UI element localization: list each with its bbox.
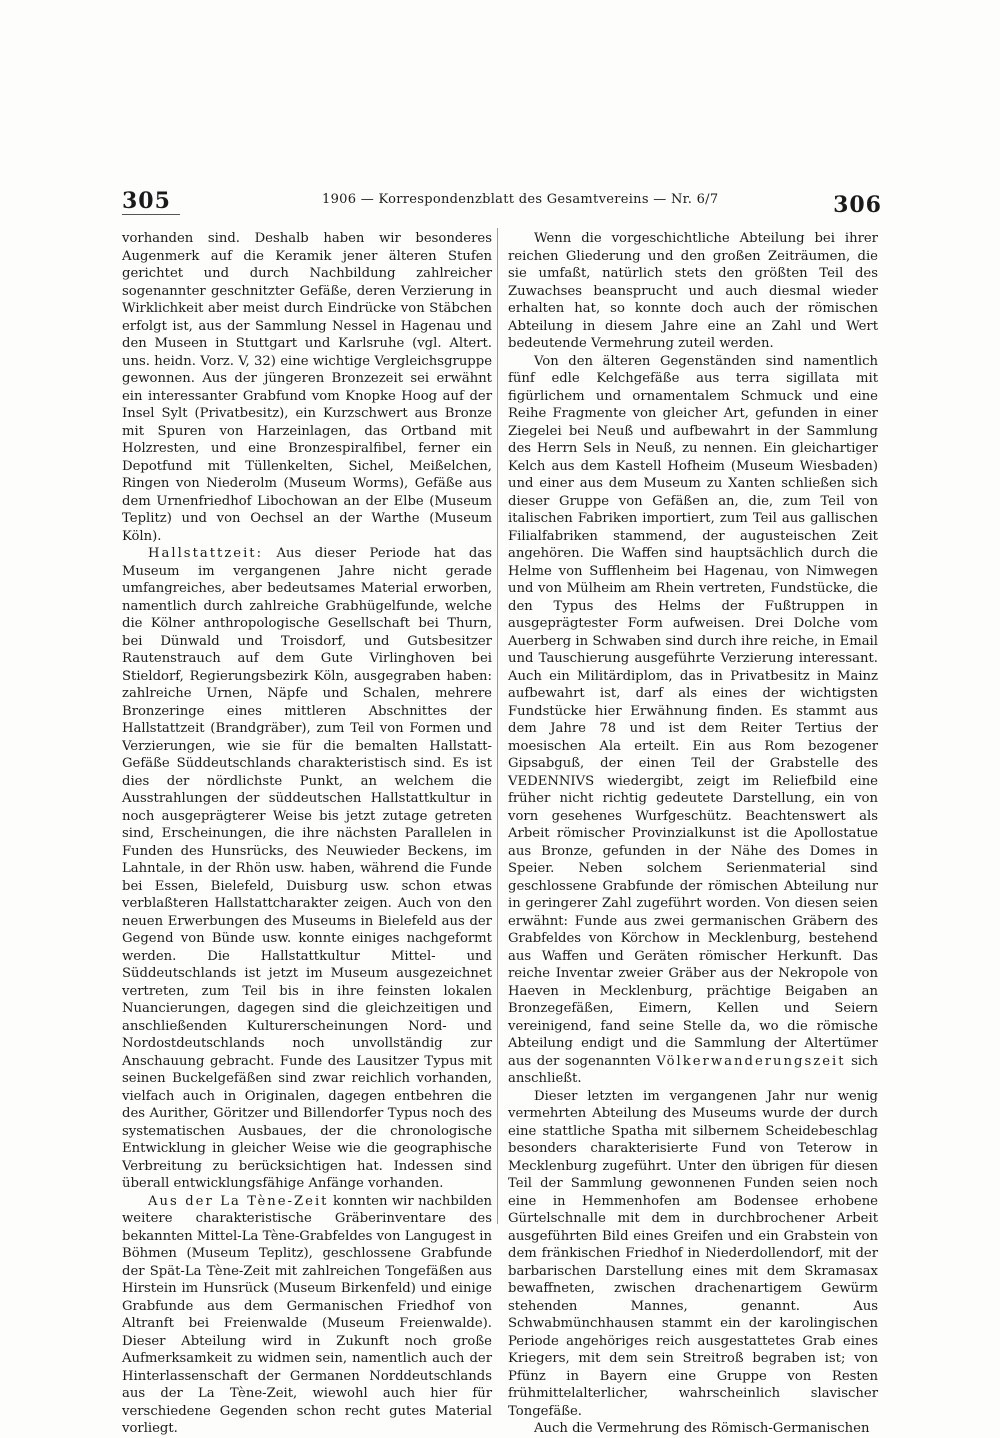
spaced-term: Völkerwanderungszeit: [656, 1053, 846, 1069]
column-divider: [497, 228, 498, 1224]
section-lead: Aus der La Tène-Zeit: [148, 1193, 329, 1209]
running-title: 1906 — Korrespondenzblatt des Gesamtvereins — Nr. 6/7: [322, 192, 719, 207]
page-header: [122, 188, 882, 216]
section-lead: Hallstattzeit:: [148, 546, 264, 561]
left-column: [122, 230, 492, 1438]
paragraph: Wenn die vorgeschichtliche Abteilung bei ihrer reichen Gliederung und den großen Zeiträumen, die sie umfaßt, natürlich stets den größten Teil des Zuwachses beansprucht und auch diesmal wieder erhalten hat, so konnte doch auch der römischen Abteilung in diesem Jahre eine an Zahl und Wert bedeutende Vermehrung zuteil werden.: [508, 231, 878, 351]
paragraph: Dieser letzten im vergangenen Jahr nur wenig vermehrten Abteilung des Museums wurde der durch eine stattliche Spatha mit silbernem Scheidebeschlag besonders charakterisierte Fund von Teterow in Mecklenburg zugeführt. Unter den übrigen für diesen Teil der Sammlung gewonnenen Funden seien noch eine in Hemmenhofen am Bodensee erhobene Gürtelschnalle mit dem in durchbrochener Arbeit ausgeführten Bild eines Greifen und ein Grabstein von dem fränkischen Friedhof in Niederdollendorf, mit der barbarischen Darstellung eines mit dem Skramasax bewaffneten, zwischen drachenartigem Gewürm stehenden Mannes, genannt. Aus Schwabmünchhausen stammt ein der karolingischen Periode angehöriges reich ausgestattetes Grab eines Kriegers, mit dem sein Streitroß begraben ist; von Pfünz in Bayern eine Gruppe von Resten frühmittelalterlicher, wahrscheinlich slavischer Tongefäße.: [508, 1088, 878, 1419]
paragraph: Auch die Vermehrung des Römisch-Germanischen: [534, 1421, 870, 1436]
paragraph-text: konnten wir nachbilden weitere charakteristische Gräberinventare des bekannten Mittel-La Tène-Grabfeldes von Langugest in Böhmen (Museum Teplitz), geschlossene Grabfunde der Spät-La Tène-Zeit mit zahlreichen Tongefäßen aus Hirstein im Hunsrück (Museum Birkenfeld) und einige Grabfunde aus dem Germanischen Friedhof von Altranft bei Freienwalde (Museum Freienwalde). Dieser Abteilung wird in Zukunft noch große Aufmerksamkeit zu widmen sein, namentlich auch der Hinterlassenschaft der Germanen Norddeutschlands aus der La Tène-Zeit, wiewohl auch hier für verschiedene Gegenden schon recht gutes Material vorliegt.: [122, 1193, 492, 1436]
paragraph: [508, 353, 878, 1088]
page-number-right: 306: [833, 192, 882, 218]
paragraph: vorhanden sind. Deshalb haben wir besonderes Augenmerk auf die Keramik jener älteren Stufen gerichtet und durch Nachbildung zahlreicher sogenannter geschnitzter Gefäße, deren Verzierung in Wirklichkeit aber meist durch Eindrücke von Stäbchen erfolgt ist, aus der Sammlung Nessel in Hagenau und den Museen in Stuttgart und Karlsruhe (vgl. Altert. uns. heidn. Vorz. V, 32) eine wichtige Vergleichsgruppe gewonnen. Aus der jüngeren Bronzezeit sei erwähnt ein interessanter Grabfund vom Knopke Hoog auf der Insel Sylt (Privatbesitz), ein Kurzschwert aus Bronze mit Spuren von Harzeinlagen, das Ortband mit Holzresten, und eine Bronzespiralfibel, ferner ein Depotfund mit Tüllenkelten, Sichel, Meißelchen, Ringen von Niederolm (Museum Worms), Gefäße aus dem Urnenfriedhof Libochowan an der Elbe (Museum Teplitz) und von Oechsel an der Warthe (Museum Köln).: [122, 231, 492, 544]
paragraph-text: Aus dieser Periode hat das Museum im vergangenen Jahre nicht gerade umfangreiches, aber bedeutsames Material erworben, namentlich durch zahlreiche Grabhügelfunde, welche die Kölner anthropologische Gesellschaft bei Thurn, bei Dünwald und Troisdorf, und Gutsbesitzer Rautenstrauch auf dem Gute Virlinghoven bei Stieldorf, Regierungsbezirk Köln, ausgegraben haben: zahlreiche Urnen, Näpfe und Schalen, mehrere Bronzeringe eines mittleren Abschnittes der Hallstattzeit (Brandgräber), zum Teil von Formen und Verzierungen, wie sie für die bemalten Hallstatt-Gefäße Süddeutschlands charakteristisch sind. Es ist dies der nördlichste Punkt, an welchem die Ausstrahlungen der süddeutschen Hallstattkultur in noch ausgeprägterer Weise bis jetzt zutage getreten sind, Erscheinungen, die ihre nächsten Parallelen in Funden des Hunsrücks, des Neuwieder Beckens, im Lahntale, in der Rhön usw. haben, während die Funde bei Essen, Bielefeld, Duisburg usw. schon etwas verblaßteren Hallstattcharakter zeigen. Auch von den neuen Erwerbungen des Museums in Bielefeld aus der Gegend von Bünde usw. konnte einiges nachgeformt werden. Die Hallstattkultur Mittel- und Süddeutschlands ist jetzt im Museum ausgezeichnet vertreten, zum Teil bis in ihre feinsten lokalen Nuancierungen, dagegen sind die gleichzeitigen und anschließenden Kulturerscheinungen Nord- und Nordostdeutschlands noch unvollständig zur Anschauung gebracht. Funde des Lausitzer Typus mit seinen Buckelgefäßen sind zwar reichlich vorhanden, vielfach auch in Originalen, dagegen entbehren die des Aurither, Göritzer und Billendorfer Typus noch des systematischen Ausbaues, der die chronologische Entwicklung in gleicher Weise wie die geographische Verbreitung zu berücksichtigen hat. Indessen sind überall entwicklungsfähige Anfänge vorhanden.: [122, 546, 492, 1191]
paragraph-text: sich anschließt.: [508, 1053, 878, 1086]
paragraph: [122, 545, 492, 1193]
paragraph: [122, 1193, 492, 1438]
right-column: [508, 230, 878, 1438]
paragraph-text: Von den älteren Gegenständen sind namentlich fünf edle Kelchgefäße aus terra sigillata mit figürlichem und ornamentalem Schmuck und eine Reihe Fragmente von gleicher Art, gefunden in einer Ziegelei bei Neuß und aufbewahrt in der Sammlung des Herrn Sels in Neuß, zu nennen. Ein gleichartiger Kelch aus dem Kastell Hofheim (Museum Wiesbaden) und einer aus dem Museum zu Xanten schließen sich dieser Gruppe von Gefäßen an, die, zum Teil von italischen Fabriken importiert, zum Teil aus gallischen Filialfabriken stammend, der augusteischen Zeit angehören. Die Waffen sind hauptsächlich durch die Helme von Sufflenheim bei Hagenau, von Nimwegen und von Mülheim am Rhein vertreten, Fundstücke, die den Typus des Helms der Fußtruppen in ausgeprägtester Form aufweisen. Drei Dolche vom Auerberg in Schwaben sind durch ihre reiche, in Email und Tauschierung ausgeführte Verzierung interessant. Auch ein Militärdiplom, das in Privatbesitz in Mainz aufbewahrt ist, darf als eines der wichtigsten Fundstücke hier Erwähnung finden. Es stammt aus dem Jahre 78 und ist dem Reiter Tertius der moesischen Ala erteilt. Ein aus Rom bezogener Gipsabguß, der einen Teil der Grabstelle des VEDENNIVS wiedergibt, zeigt im Reliefbild eine früher nicht richtig gedeutete Darstellung, ein von vorn gesehenes Wurfgeschütz. Beachtenswert als Arbeit römischer Provinzialkunst ist die Apollostatue aus Bronze, gefunden in der Nähe des Domes in Speier. Neben solchem Serienmaterial sind geschlossene Grabfunde der römischen Abteilung nur in geringerer Zahl zugeführt worden. Von diesen seien erwähnt: Funde aus zwei germanischen Gräbern des Grabfeldes von Körchow in Mecklenburg, bestehend aus Waffen und Geräten römischer Herkunft. Das reiche Inventar zweier Gräber aus der Nekropole von Haeven in Mecklenburg, prächtige Beigaben an Bronzegefäßen, Eimern, Kellen und Seiern vereinigend, fand seine Stelle da, wo die römische Abteilung endigt und die Sammlung der Altertümer aus der sogenannten: [508, 353, 878, 1069]
page-number-left: 305: [122, 188, 171, 214]
header-rule: [122, 214, 180, 215]
